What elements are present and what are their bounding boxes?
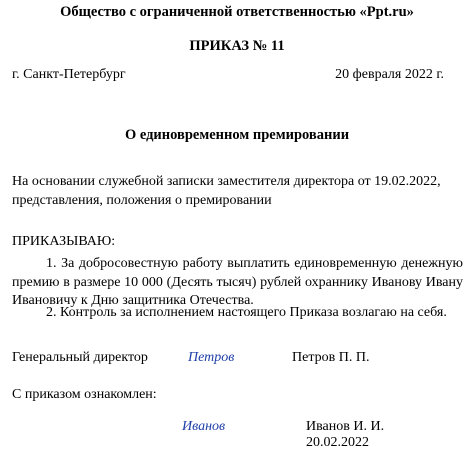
employee-signature: Иванов <box>182 419 226 434</box>
order-item-2: 2. Контроль за исполнением настоящего Приказа возлагаю на себя. <box>46 305 447 320</box>
director-title: Генеральный директор <box>12 350 148 365</box>
order-item-1: 1. За добросовестную работу выплатить единовременную денежную премию в размере 10 000 (Десять тысяч) рублей охраннику Иванову Ивану Ивановичу к Дню защитника Отечества. <box>12 256 463 308</box>
order-subject: О единовременном премировании <box>124 127 350 143</box>
order-date: 20 февраля 2022 г. <box>335 67 444 82</box>
order-title: ПРИКАЗ № 11 <box>189 38 285 54</box>
employee-name: Иванов И. И. <box>306 419 385 434</box>
director-signature: Петров <box>188 350 235 365</box>
director-name: Петров П. П. <box>292 350 370 365</box>
order-basis: На основании служебной записки заместителя директора от 19.02.2022, представления, положения о премировании <box>12 174 441 208</box>
acknowledgement-date: 20.02.2022 <box>306 435 369 450</box>
acknowledgement-label: С приказом ознакомлен: <box>12 387 157 402</box>
city: г. Санкт-Петербург <box>12 67 126 82</box>
organization-name: Общество с ограниченной ответственностью «Ppt.ru» <box>60 4 414 20</box>
order-directive: ПРИКАЗЫВАЮ: <box>12 234 116 249</box>
